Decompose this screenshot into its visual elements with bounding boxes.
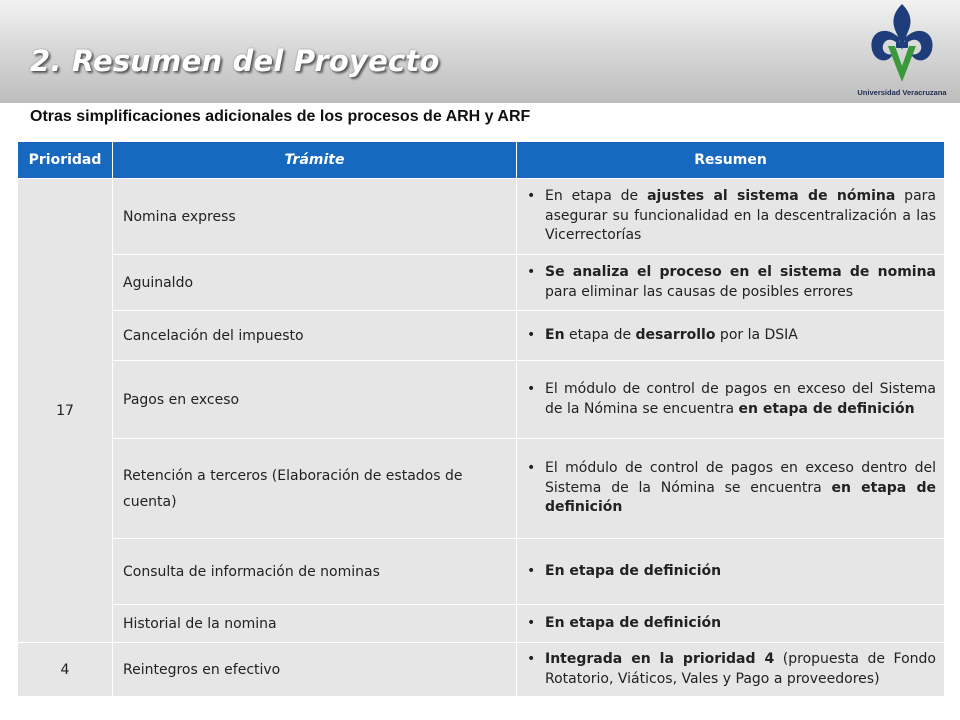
table-row: [18, 255, 945, 311]
summary-cell: [517, 439, 945, 539]
text-run: El módulo de control de pagos en exceso dentro del Sistema de la Nómina se encuentra: [545, 460, 936, 496]
summary-cell: [517, 643, 945, 697]
summary-cell: [517, 179, 945, 255]
summary-cell: [517, 361, 945, 439]
table-row: [18, 539, 945, 605]
bold-text-run: en etapa de definición: [738, 400, 915, 417]
procedure-cell: Aguinaldo: [113, 255, 517, 311]
procedure-cell: Reintegros en efectivo: [113, 643, 517, 697]
priority-cell: 17: [18, 179, 113, 643]
bold-text-run: En etapa de definición: [545, 562, 722, 579]
bold-text-run: en etapa de definición: [545, 479, 936, 516]
table-row: [18, 179, 945, 255]
text-run: (propuesta de Fondo Rotatorio, Viáticos, Vales y Pago a proveedores): [545, 651, 936, 687]
bullet-icon: •: [527, 326, 536, 343]
summary-table: [17, 141, 945, 697]
text-run: El módulo de control de pagos en exceso del Sistema de la Nómina se encuentra: [545, 381, 936, 417]
bold-text-run: Se analiza el proceso en el sistema de nomina: [545, 264, 936, 280]
slide-title: 2. Resumen del Proyecto: [30, 44, 440, 78]
text-run: para asegurar su funcionalidad en la descentralización a las Vicerrectorías: [545, 188, 936, 244]
summary-cell: [517, 311, 945, 361]
procedure-cell: Nomina express: [113, 179, 517, 255]
bold-text-run: En etapa de definición: [545, 614, 722, 631]
summary-text: [545, 614, 936, 634]
table-row: [18, 439, 945, 539]
summary-cell: [517, 605, 945, 643]
table-header-row: [18, 142, 945, 179]
logo-text: Universidad Veracruzana: [857, 88, 947, 97]
summary-text: [545, 263, 936, 302]
bullet-icon: •: [527, 264, 536, 280]
header-priority: Prioridad: [18, 142, 113, 179]
summary-cell: [517, 255, 945, 311]
text-run: etapa de: [564, 326, 636, 343]
procedure-cell: Consulta de información de nominas: [113, 539, 517, 605]
procedure-cell: Historial de la nomina: [113, 605, 517, 643]
text-run: por la DSIA: [715, 326, 798, 343]
bullet-icon: •: [527, 188, 536, 205]
summary-text: [545, 562, 936, 582]
bold-text-run: En: [545, 326, 565, 343]
text-run: En etapa de: [545, 188, 648, 205]
table-row: [18, 361, 945, 439]
bold-text-run: Integrada en la prioridad 4: [545, 651, 775, 667]
procedure-cell: Cancelación del impuesto: [113, 311, 517, 361]
bullet-icon: •: [527, 651, 536, 667]
bullet-icon: •: [527, 381, 536, 397]
procedure-cell: Retención a terceros (Elaboración de estados de cuenta): [113, 439, 517, 539]
table-row: [18, 605, 945, 643]
summary-text: [545, 187, 936, 246]
summary-text: [545, 459, 936, 518]
bullet-icon: •: [527, 562, 536, 579]
bold-text-run: desarrollo: [635, 326, 716, 343]
university-logo: [852, 2, 952, 100]
procedure-cell: Pagos en exceso: [113, 361, 517, 439]
text-run: para eliminar las causas de posibles errores: [545, 283, 854, 300]
bold-text-run: ajustes al sistema de nómina: [647, 188, 896, 205]
table-row: [18, 643, 945, 697]
summary-cell: [517, 539, 945, 605]
bullet-icon: •: [527, 460, 536, 477]
summary-text: [545, 380, 936, 419]
fleur-de-lis-v-icon: [866, 2, 938, 88]
header-summary: Resumen: [517, 142, 945, 179]
subtitle: Otras simplificaciones adicionales de los procesos de ARH y ARF: [30, 108, 531, 125]
priority-cell: 4: [18, 643, 113, 697]
summary-text: [545, 326, 936, 346]
table-row: [18, 311, 945, 361]
summary-text: [545, 650, 936, 689]
header-procedure: Trámite: [113, 142, 517, 179]
bullet-icon: •: [527, 614, 536, 631]
